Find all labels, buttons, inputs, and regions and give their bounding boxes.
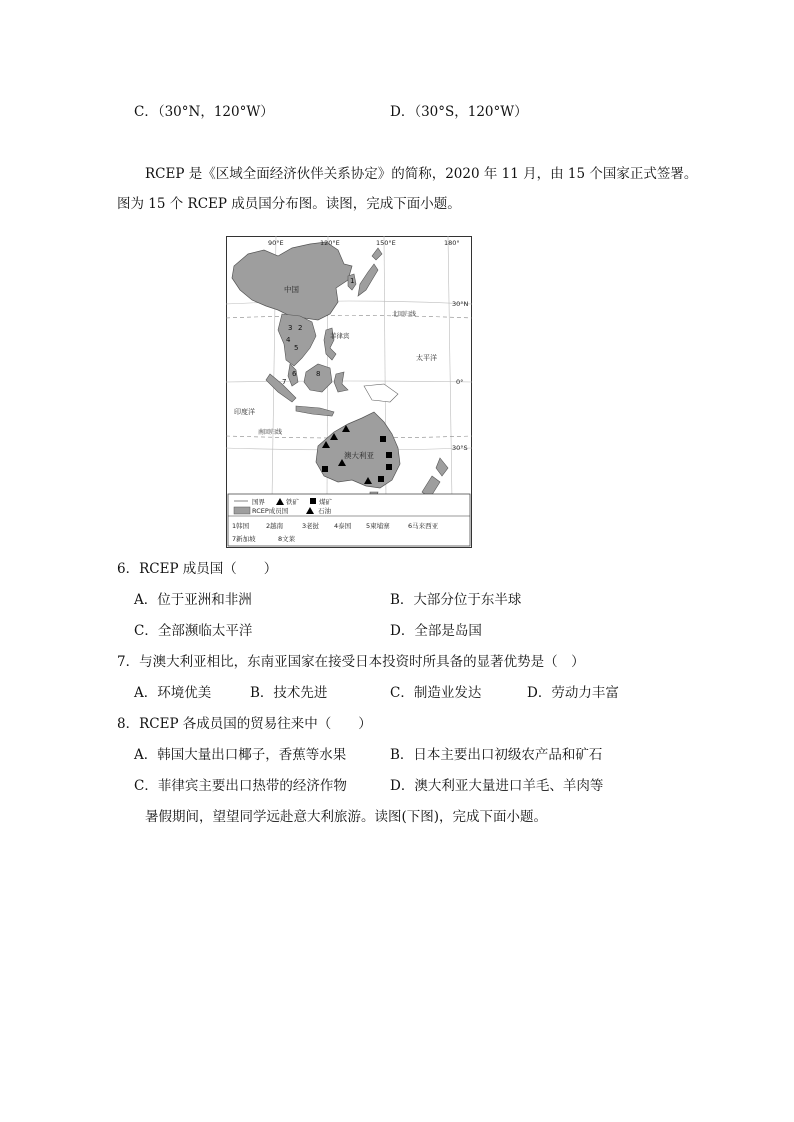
svg-text:7: 7: [282, 378, 287, 386]
key-1: 1韩国: [232, 522, 250, 530]
lat-label-30n: 30°N: [452, 300, 469, 308]
q6-stem: 6．RCEP 成员国（ ）: [117, 561, 278, 577]
lon-label-180: 180°: [444, 239, 460, 247]
legend-border: 国界: [252, 498, 265, 506]
q8-stem: 8．RCEP 各成员国的贸易往来中（ ）: [117, 716, 372, 732]
legend-member: RCEP成员国: [252, 507, 289, 515]
china-label: 中国: [284, 285, 299, 294]
option-c-prev: C．（30°N，120°W）: [134, 104, 274, 120]
q6-option-b[interactable]: B．大部分位于东半球: [390, 592, 522, 608]
lon-label-120: 120°E: [320, 239, 340, 247]
lat-label-0: 0°: [456, 378, 464, 386]
indian-ocean-label: 印度洋: [234, 408, 255, 416]
svg-text:3: 3: [288, 324, 293, 332]
q8-option-d[interactable]: D．澳大利亚大量进口羊毛、羊肉等: [390, 778, 604, 794]
q7-option-c[interactable]: C．制造业发达: [390, 685, 482, 701]
rcep-map: [226, 236, 472, 548]
tropic-south-label: 南回归线: [258, 429, 283, 436]
next-intro: 暑假期间，望望同学远赴意大利旅游。读图(下图)，完成下面小题。: [145, 809, 548, 825]
lat-label-30s: 30°S: [452, 444, 468, 452]
intro-line-1: RCEP 是《区域全面经济伙伴关系协定》的简称，2020 年 11 月，由 15 个国家正式签署。: [145, 166, 698, 182]
tropic-north-label: 北回归线: [392, 311, 417, 318]
australia-label: 澳大利亚: [344, 451, 374, 460]
svg-text:8: 8: [316, 370, 321, 378]
svg-text:5: 5: [294, 344, 299, 352]
q8-option-a[interactable]: A．韩国大量出口椰子，香蕉等水果: [134, 747, 347, 763]
svg-text:2: 2: [298, 324, 303, 332]
q6-option-a[interactable]: A．位于亚洲和非洲: [134, 592, 252, 608]
svg-text:4: 4: [286, 336, 291, 344]
q8-option-b[interactable]: B．日本主要出口初级农产品和矿石: [390, 747, 603, 763]
q7-option-a[interactable]: A．环境优美: [134, 685, 212, 701]
q8-option-c[interactable]: C．菲律宾主要出口热带的经济作物: [134, 778, 347, 794]
philippines-label: 菲律宾: [330, 332, 350, 340]
lon-label-150: 150°E: [376, 239, 396, 247]
legend-iron: 铁矿: [286, 498, 299, 506]
key-7: 7新加坡: [232, 535, 256, 543]
pacific-label: 太平洋: [416, 354, 437, 362]
q6-option-d[interactable]: D．全部是岛国: [390, 623, 482, 639]
key-4: 4泰国: [334, 522, 352, 530]
key-6: 6马来西亚: [408, 522, 439, 530]
q6-option-c[interactable]: C．全部濒临太平洋: [134, 623, 253, 639]
svg-text:1: 1: [350, 277, 355, 285]
legend-oil: 石油: [318, 507, 331, 515]
q7-option-d[interactable]: D．劳动力丰富: [527, 685, 619, 701]
key-5: 5柬埔寨: [366, 522, 390, 530]
key-8: 8文莱: [278, 535, 296, 543]
key-3: 3老挝: [302, 522, 320, 530]
lon-label-90: 90°E: [268, 239, 284, 247]
legend-coal: 煤矿: [319, 498, 332, 506]
key-2: 2越南: [266, 522, 284, 530]
intro-line-2: 图为 15 个 RCEP 成员国分布图。读图，完成下面小题。: [117, 196, 461, 212]
q7-option-b[interactable]: B．技术先进: [250, 685, 328, 701]
svg-text:6: 6: [292, 370, 297, 378]
option-d-prev: D．（30°S，120°W）: [390, 104, 528, 120]
q7-stem: 7．与澳大利亚相比，东南亚国家在接受日本投资时所具备的显著优势是（ ）: [117, 654, 585, 670]
